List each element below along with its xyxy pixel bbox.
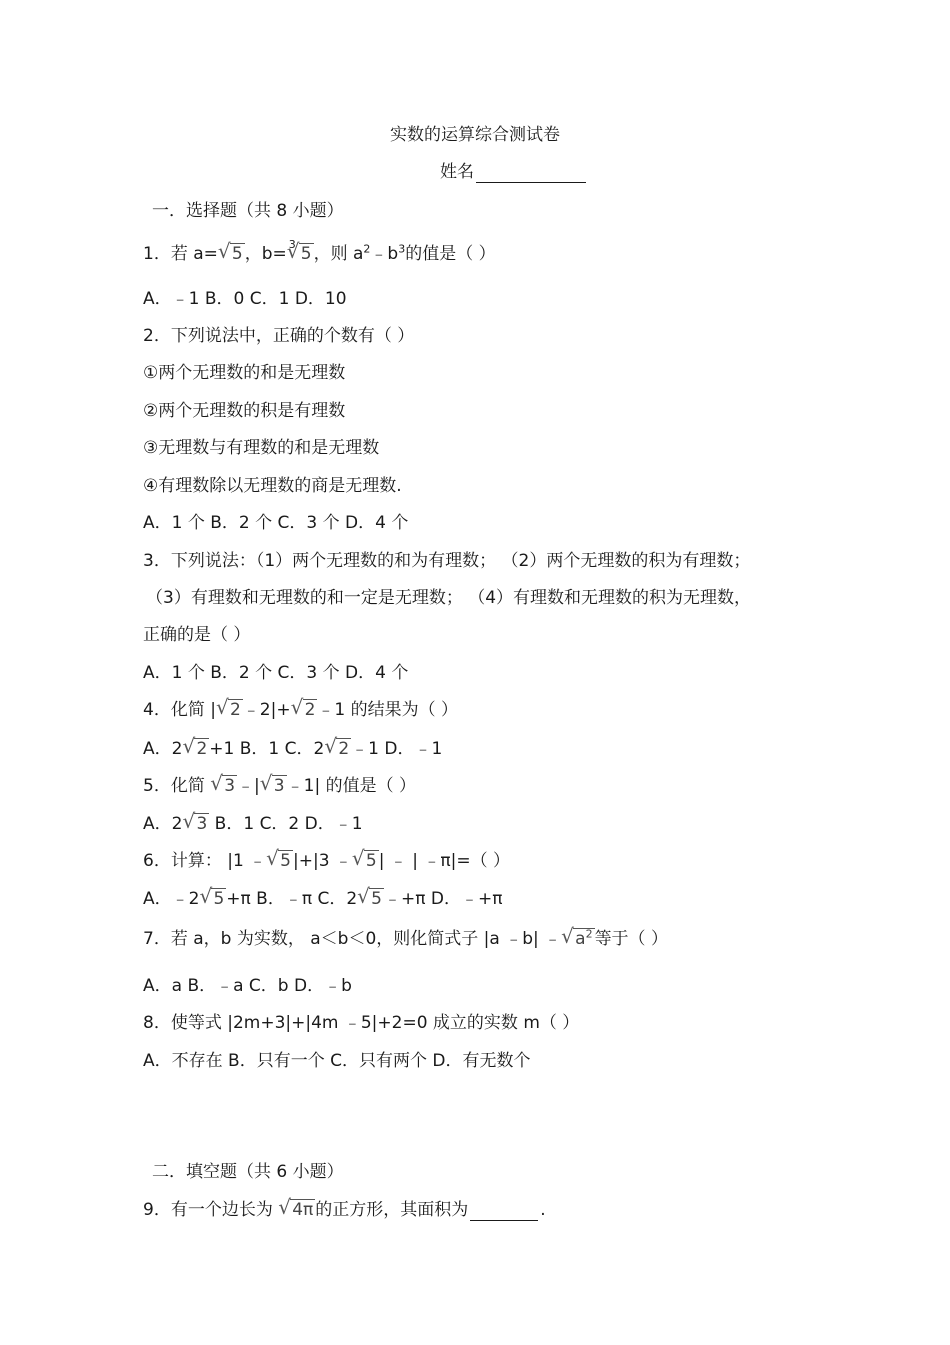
statement-3: ③无理数与有理数的和是无理数 <box>143 438 380 458</box>
question-3-line-2: （3）有理数和无理数的和一定是无理数； （4）有理数和无理数的积为无理数， <box>146 588 752 608</box>
statement-4: ④有理数除以无理数的商是无理数. <box>143 476 402 496</box>
sqrt-symbol: √ 4π <box>279 1199 315 1221</box>
question-7: 7．若 a，b 为实数， a＜b＜0，则化简式子 |a ﹣b| ﹣√ $a^2$ 等于（ ） <box>143 928 668 950</box>
name-blank[interactable] <box>476 164 586 183</box>
question-1: 1．若 a=√ 5 ，b= √ 3 5 ，则 $a^2﹣b^3$的值是（ ） <box>143 243 496 265</box>
question-6: 6．计算： |1 ﹣√ 5 |+|3 ﹣√ 5 | ﹣ | ﹣π|=（ ） <box>143 850 510 872</box>
name-field <box>0 161 950 183</box>
question-8-options: A．不存在 B．只有一个 C．只有两个 D．有无数个 <box>143 1051 531 1071</box>
question-6-options: A．﹣2√ 5 +π B．﹣π C．2√ 5 ﹣+π D．﹣+π <box>143 888 502 910</box>
sqrt-symbol: √ 5 <box>267 850 293 872</box>
sqrt-symbol: √ 3 <box>183 813 209 835</box>
question-5-options: A．2√ 3 B．1 C．2 D．﹣1 <box>143 813 363 835</box>
question-8: 8．使等式 |2m+3|+|4m ﹣5|+2=0 成立的实数 m（ ） <box>143 1013 580 1033</box>
question-4: 4．化简 |√ 2 ﹣2|+√ 2 ﹣1 的结果为（ ） <box>143 699 458 721</box>
question-3-line-3: 正确的是（ ） <box>143 625 251 645</box>
name-label: 姓名 <box>440 162 474 182</box>
cube-root-symbol: √ 3 5 <box>288 243 314 265</box>
sqrt-symbol: √ 5 <box>219 243 245 265</box>
question-2-options: A．1 个 B．2 个 C．3 个 D．4 个 <box>143 513 409 533</box>
statement-1: ①两个无理数的和是无理数 <box>143 363 346 383</box>
question-3-options: A．1 个 B．2 个 C．3 个 D．4 个 <box>143 663 409 683</box>
sqrt-symbol: √ 3 <box>211 775 237 797</box>
sqrt-symbol: √ $a^2$ <box>562 928 594 950</box>
sqrt-symbol: √ 5 <box>358 888 384 910</box>
sqrt-symbol: √ 5 <box>200 888 226 910</box>
question-5: 5．化简 √ 3 ﹣|√ 3 ﹣1| 的值是（ ） <box>143 775 416 797</box>
question-3-line-1: 3．下列说法：（1）两个无理数的和为有理数； （2）两个无理数的积为有理数； <box>143 551 751 571</box>
sqrt-symbol: √ 2 <box>183 738 209 760</box>
sqrt-symbol: √ 5 <box>353 850 379 872</box>
document-title: 实数的运算综合测试卷 <box>390 125 560 145</box>
sqrt-symbol: √ 2 <box>325 738 351 760</box>
answer-blank[interactable] <box>470 1204 538 1221</box>
question-2: 2．下列说法中，正确的个数有（ ） <box>143 326 415 346</box>
question-1-options: A．﹣1 B．0 C．1 D．10 <box>143 289 347 309</box>
sqrt-symbol: √ 3 <box>261 775 287 797</box>
question-7-options: A．a B．﹣a C．b D．﹣b <box>143 976 352 996</box>
question-9: 9．有一个边长为 √ 4π 的正方形，其面积为 . <box>143 1199 546 1221</box>
sqrt-symbol: √ 2 <box>292 699 318 721</box>
section-heading-fill-in: 二．填空题（共 6 小题） <box>152 1162 344 1182</box>
question-4-options: A．2√ 2 +1 B．1 C．2√ 2 ﹣1 D．﹣1 <box>143 738 442 760</box>
sqrt-symbol: √ 2 <box>217 699 243 721</box>
statement-2: ②两个无理数的积是有理数 <box>143 401 346 421</box>
section-heading-choice: 一．选择题（共 8 小题） <box>152 201 344 221</box>
